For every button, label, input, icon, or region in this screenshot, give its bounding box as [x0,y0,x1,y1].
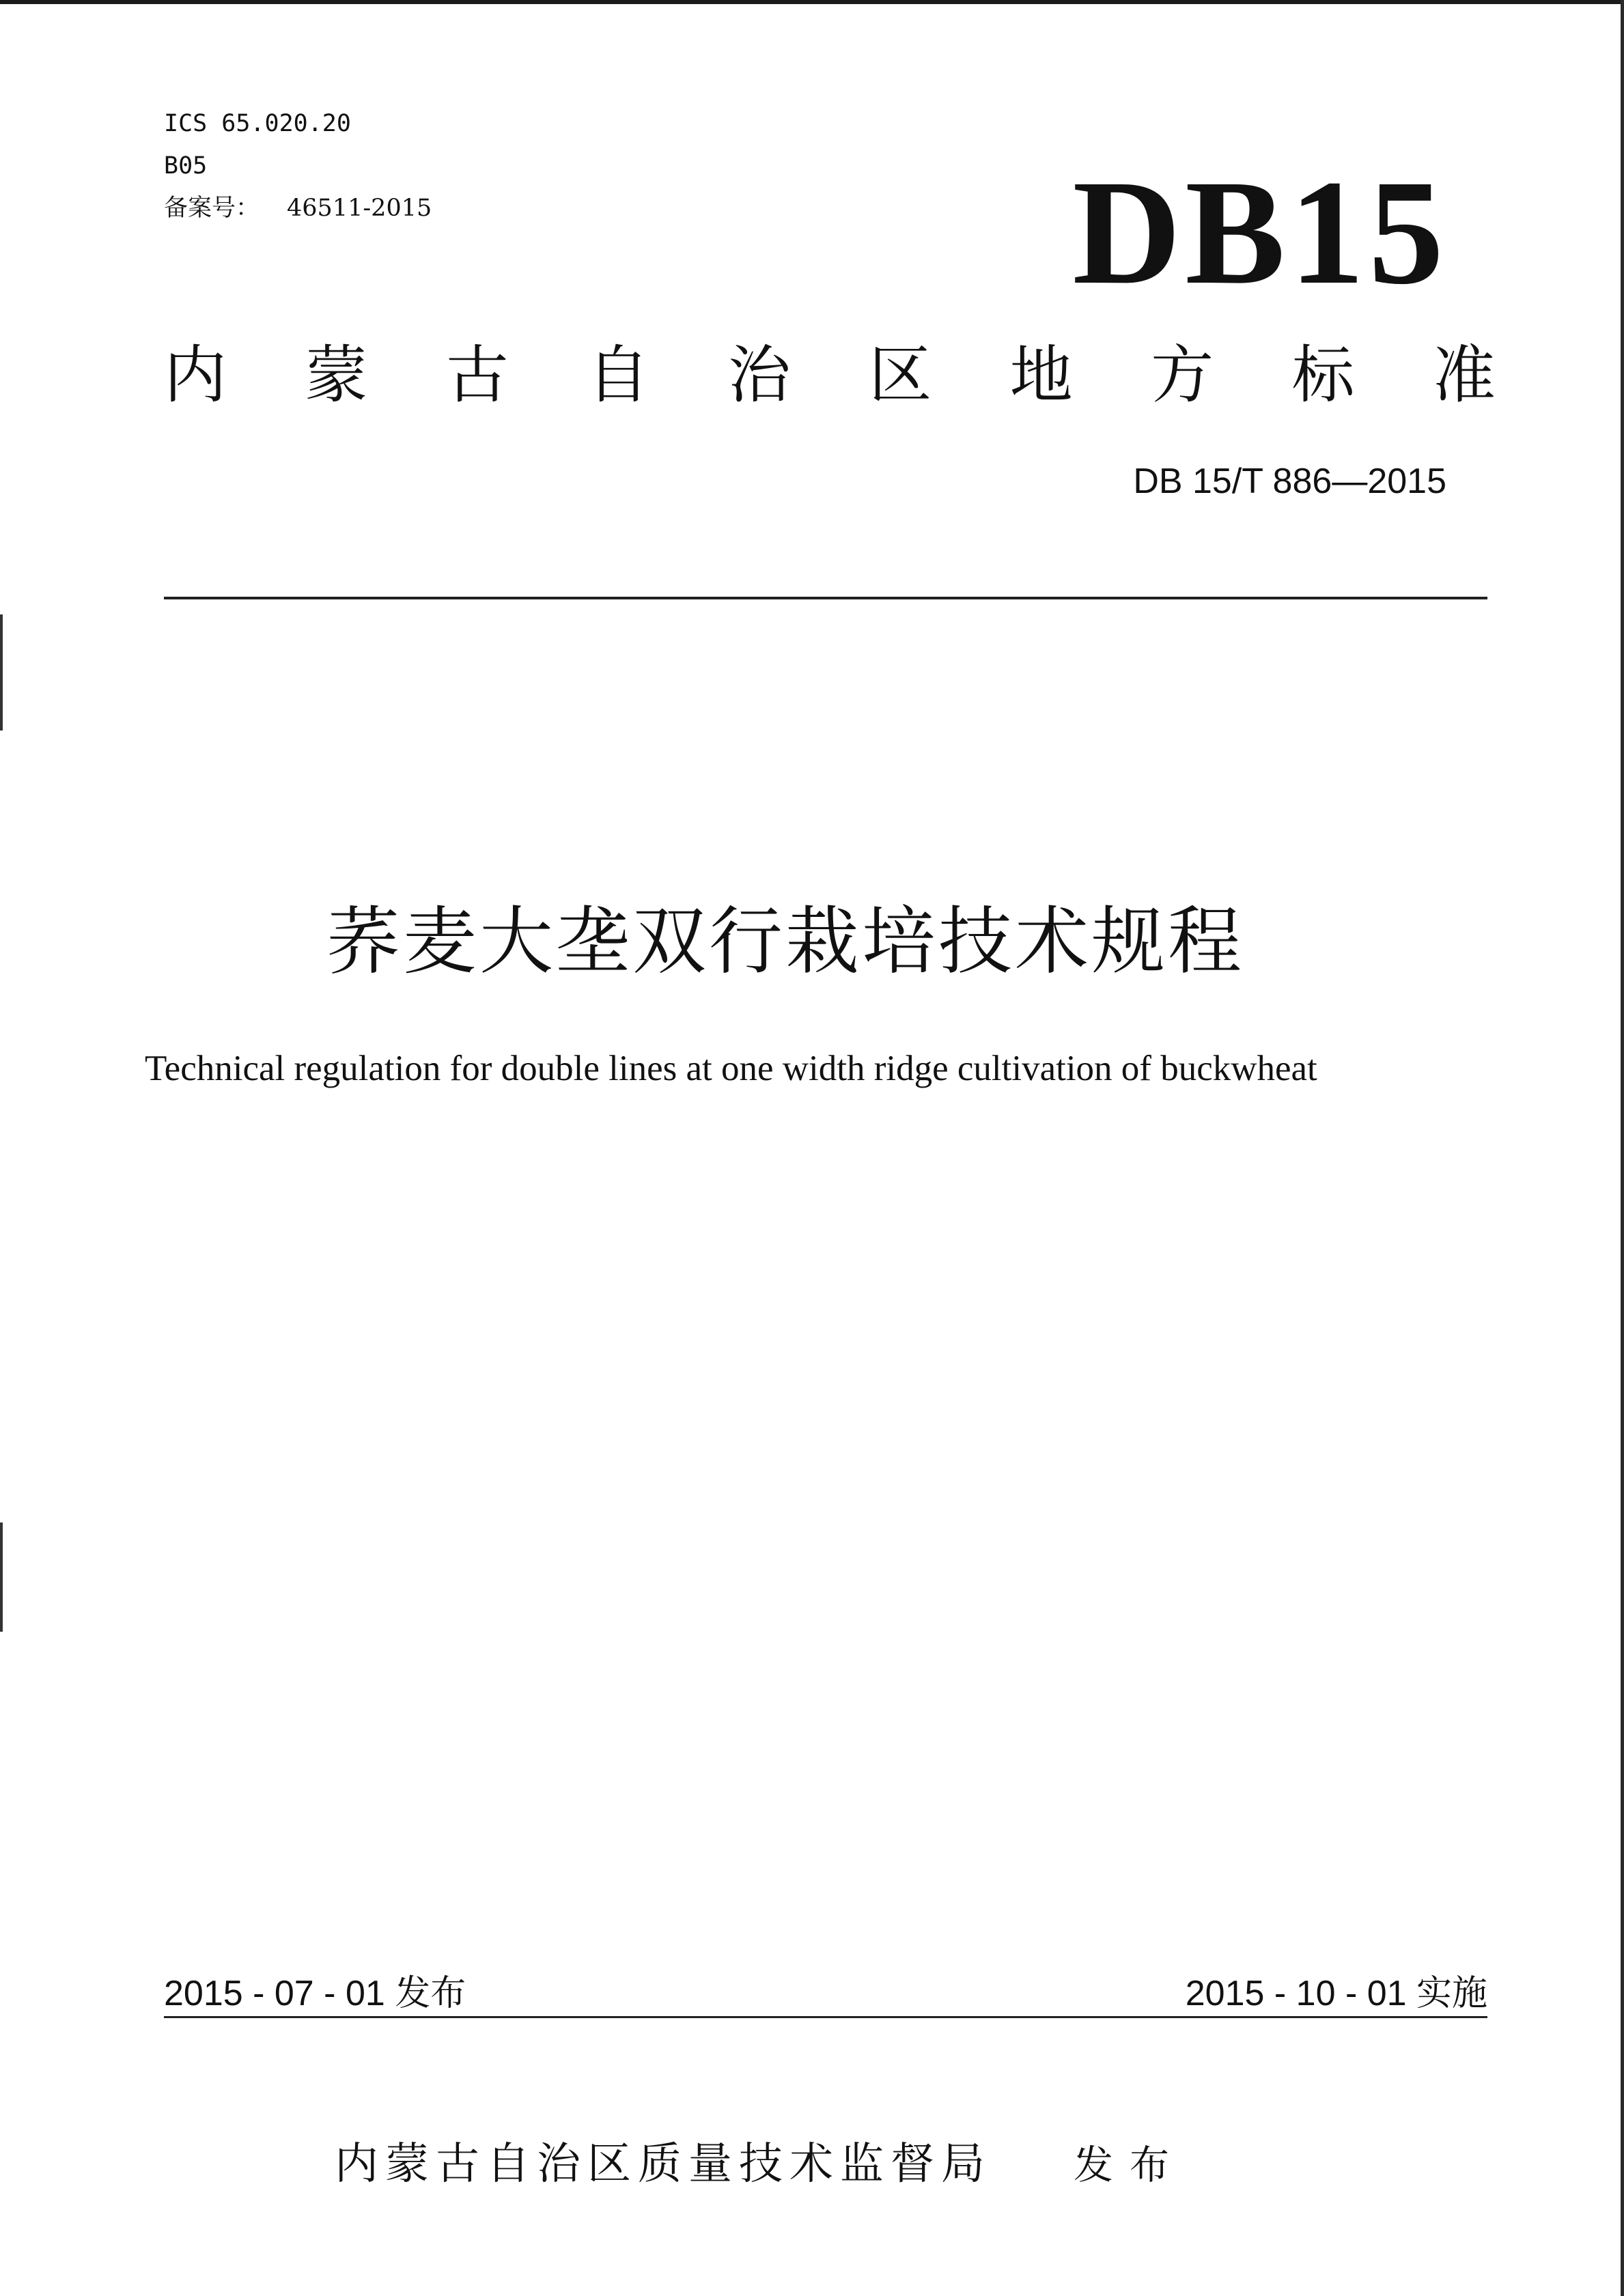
issue-date: 2015 - 07 - 01 发布 [164,1974,466,2013]
classification-block [164,102,432,229]
publisher-line [335,2130,1186,2199]
standard-type-char: 地 [1009,339,1073,412]
footer-divider [164,2016,1487,2018]
document-title-chinese: 荞麦大垄双行栽培技术规程 [326,899,1244,984]
standard-type-char: 治 [727,339,791,412]
implement-date: 2015 - 10 - 01 实施 [1185,1974,1487,2013]
header-divider [164,597,1487,599]
ccs-code: B05 [164,152,208,180]
scan-border-top [0,0,1624,4]
standard-type-char: 方 [1151,339,1214,412]
filing-label: 备案号： [164,195,260,222]
standard-type-heading [164,328,1496,423]
scan-border-right [1621,0,1624,2296]
standard-type-char: 蒙 [305,339,368,412]
db-code-logo: DB15 [1072,149,1448,315]
release-dates [164,1966,1487,2021]
standard-type-char: 内 [164,339,227,412]
filing-record [164,187,432,229]
publisher-organization: 内蒙古自治区质量技术监督局 [335,2139,992,2189]
document-title-english: Technical regulation for double lines at one width ridge cultivation of buckwheat [145,1049,1317,1088]
standard-type-char: 古 [445,339,509,412]
publisher-action: 发布 [1074,2142,1186,2188]
filing-number: 46511-2015 [287,195,432,222]
ics-code: ICS 65.020.20 [164,110,351,137]
standard-type-char: 自 [587,339,650,412]
standard-type-char: 区 [869,339,932,412]
scan-mark-lower [0,1522,3,1632]
standard-type-char: 标 [1291,339,1355,412]
scan-mark-upper [0,614,3,731]
standard-type-char: 准 [1432,339,1496,412]
standard-number: DB 15/T 886—2015 [1133,462,1446,501]
